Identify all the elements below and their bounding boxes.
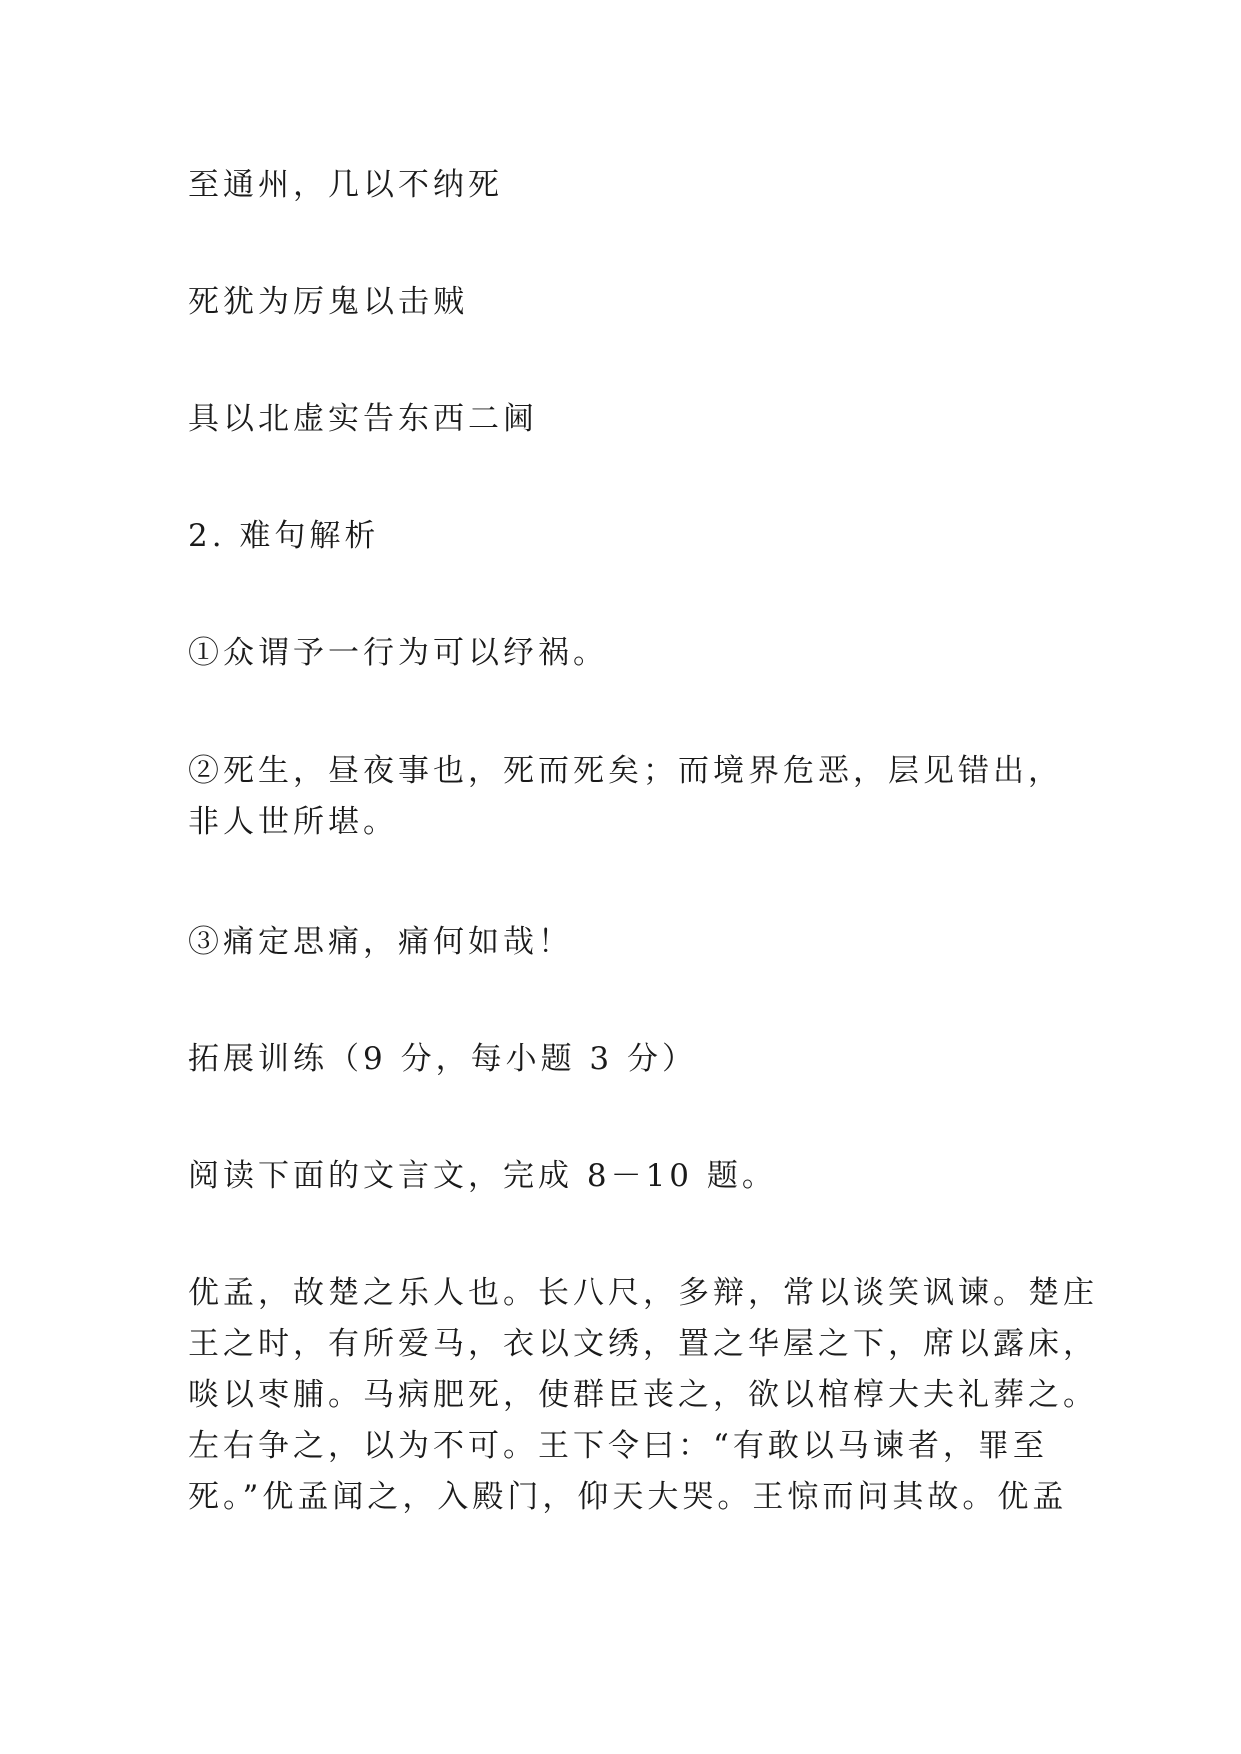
text-line-beixushi: 具以北虚实告东西二阃 <box>188 401 538 437</box>
passage-line: 王之时，有所爱马，衣以文绣，置之华屋之下，席以露床， <box>188 1326 1098 1362</box>
text-line-tongzhou: 至通州，几以不纳死 <box>188 167 503 203</box>
passage-line: 优孟，故楚之乐人也。长八尺，多辩，常以谈笑讽谏。楚庄 <box>188 1275 1098 1311</box>
passage-line: 啖以枣脯。马病肥死，使群臣丧之，欲以棺椁大夫礼葬之。 <box>188 1377 1098 1413</box>
passage-line: 死。”优孟闻之，入殿门，仰天大哭。王惊而问其故。优孟 <box>188 1479 1068 1515</box>
reading-instruction: 阅读下面的文言文，完成 8－10 题。 <box>188 1158 777 1194</box>
sentence-item-1: ①众谓予一行为可以纾祸。 <box>188 635 608 671</box>
section-heading-extension-training: 拓展训练（9 分，每小题 3 分） <box>188 1041 698 1077</box>
passage-line: 左右争之，以为不可。王下令曰：“有敢以马谏者，罪至 <box>188 1428 1048 1464</box>
sentence-item-3: ③痛定思痛，痛何如哉！ <box>188 924 573 960</box>
section-heading-difficult-sentences: 2. 难句解析 <box>188 518 380 554</box>
classical-passage <box>188 1268 1098 1523</box>
sentence-item-2: ②死生，昼夜事也，死而死矣；而境界危恶，层见错出，非人世所堪。 <box>188 753 1063 840</box>
text-line-ligui: 死犹为厉鬼以击贼 <box>188 284 468 320</box>
